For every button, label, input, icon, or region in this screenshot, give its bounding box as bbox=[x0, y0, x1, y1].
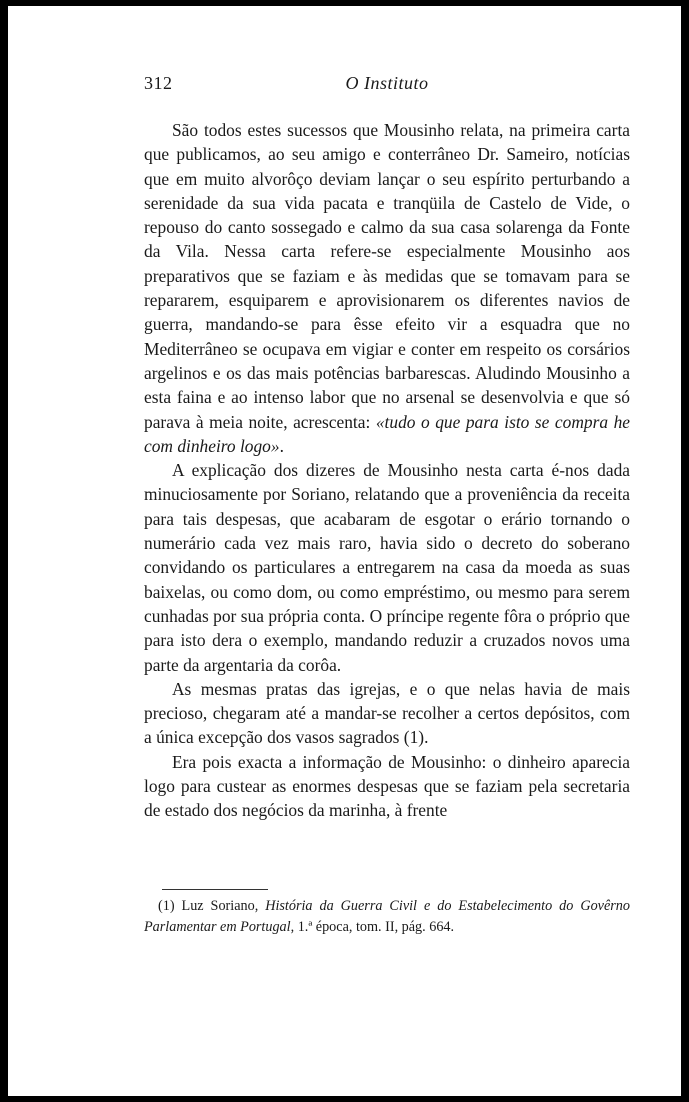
body-text bbox=[144, 118, 630, 823]
page-number: 312 bbox=[144, 73, 173, 93]
paragraph-4-text: Era pois exacta a informação de Mousinho: o dinheiro aparecia logo para custear as enormes despesas que se faziam pela secretaria de estado dos negócios da marinha, à frente bbox=[144, 751, 630, 821]
paragraph-3 bbox=[144, 677, 630, 750]
paragraph-1-quote: «tudo o que para isto se compra he com dinheiro logo» bbox=[144, 411, 630, 456]
page-header bbox=[144, 73, 630, 99]
footnote-ref: (1) Luz Soriano, bbox=[158, 898, 266, 914]
paragraph-1-text: São todos estes sucessos que Mousinho relata, na primeira carta que publicamos, ao seu amigo e conterrâneo Dr. Sameiro, notícias que em muito alvorôço deviam lançar o seu espírito perturbando a serenidade da sua vida pacata e tranqüila de Castelo de Vide, o repouso do canto sossegado e calmo da sua casa solarenga da Fonte da Vila. Nessa carta refere-se especialmente Mousinho aos preparativos que se faziam e às medidas que se tomavam para se repararem, esquiparem e aprovisionarem os diferentes navios de guerra, mandando-se para êsse efeito vir a esquadra que no Mediterrâneo se ocupava em vigiar e conter em respeito os corsários argelinos e os das mais potências barbarescas. Aludindo Mousinho a esta faina e ao intenso labor que no arsenal se desenvolvia e que só parava à meia noite, acrescenta: bbox=[144, 120, 630, 432]
paragraph-3-text: As mesmas pratas das igrejas, e o que nelas havia de mais precioso, chegaram até a mandar-se recolher a certos depósitos, com a única excepção dos vasos sagrados (1). bbox=[144, 678, 630, 748]
paragraph-2 bbox=[144, 458, 630, 677]
footnote-divider bbox=[162, 889, 268, 890]
paragraph-1-end: . bbox=[279, 435, 284, 456]
paragraph-1 bbox=[144, 118, 630, 458]
footnote-book-title: História da Guerra Civil e do Estabelecimento do Govêrno Parlamentar em Portugal bbox=[144, 898, 630, 935]
footnote-details: , 1.ª época, tom. II, pág. 664. bbox=[290, 919, 455, 935]
paragraph-4 bbox=[144, 750, 630, 823]
paragraph-2-text: A explicação dos dizeres de Mousinho nesta carta é-nos dada minuciosamente por Soriano, relatando que a proveniência da receita para tais despesas, que acabaram de esgotar o erário tornando o numerário cada vez mais raro, havia sido o decreto do soberano convidando os particulares a entregarem na casa da moeda as suas baixelas, ou como dom, ou como empréstimo, ou mesmo para serem cunhadas por sua própria conta. O príncipe regente fôra o próprio que para isto dera o exemplo, mandando reduzir a cruzados novos uma parte da argentaria da corôa. bbox=[144, 460, 630, 675]
running-title: O Instituto bbox=[345, 73, 429, 93]
footnote bbox=[144, 896, 630, 938]
book-page bbox=[8, 6, 681, 1096]
